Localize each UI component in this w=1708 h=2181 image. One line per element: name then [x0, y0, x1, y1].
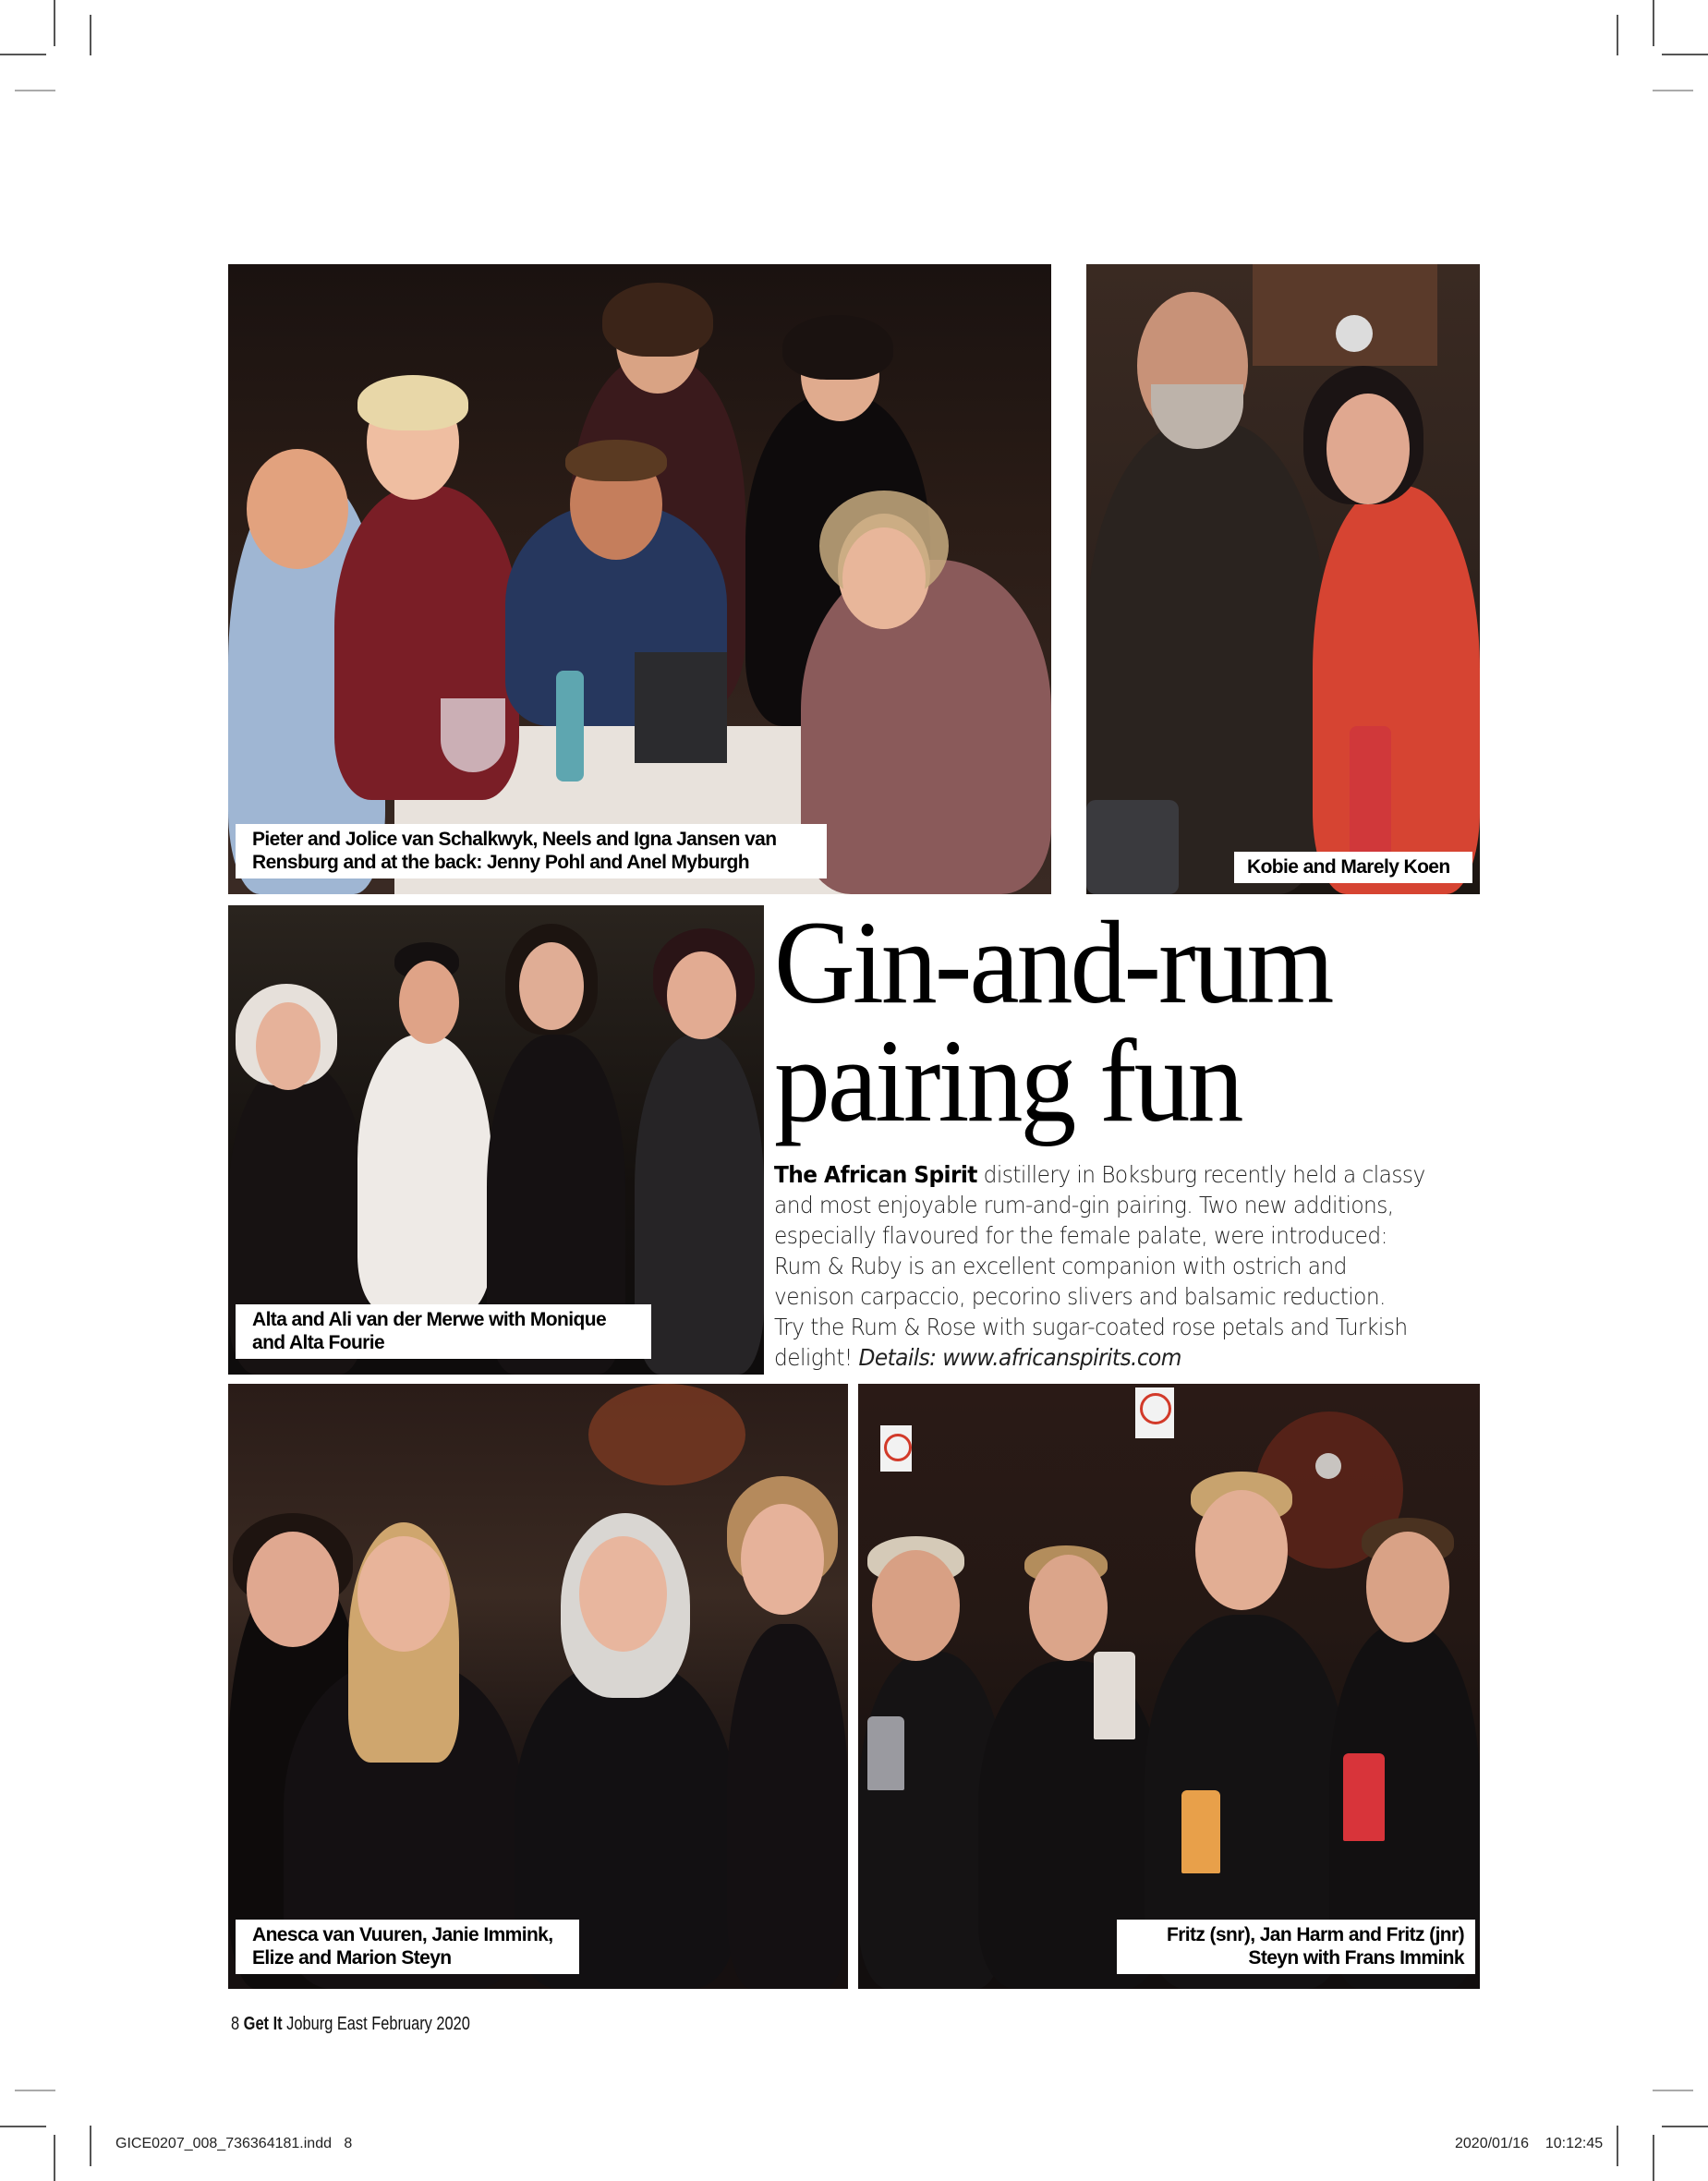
- photo-men-bottles: [858, 1384, 1480, 1989]
- body-line-text: delight!: [774, 1344, 859, 1371]
- copper-still: [588, 1384, 745, 1485]
- publication-name: Get It: [243, 2014, 283, 2034]
- crop-mark-bottom-left-hline: [0, 2126, 46, 2127]
- photo-caption: [236, 824, 827, 878]
- person-marion: [727, 1624, 848, 1989]
- crop-mark-top-right-v: [1653, 0, 1654, 46]
- caption-line: Pieter and Jolice van Schalkwyk, Neels and Igna Jansen van: [252, 829, 777, 850]
- crop-mark-top-right-bleed-h: [1653, 90, 1693, 91]
- person-ali: [357, 1035, 491, 1312]
- pressure-gauge: [1336, 315, 1373, 352]
- slug-date: 2020/01/16: [1455, 2136, 1530, 2151]
- face: [579, 1536, 667, 1652]
- article-body: [774, 1159, 1495, 1373]
- person-marely: [1313, 486, 1480, 894]
- caption-line: Anesca van Vuuren, Janie Immink,: [252, 1924, 553, 1945]
- body-line: venison carpaccio, pecorino slivers and balsamic reduction.: [774, 1283, 1386, 1310]
- caption-line: Kobie and Marely Koen: [1247, 856, 1450, 878]
- still-porthole: [1315, 1453, 1341, 1479]
- slug-file: [115, 2136, 352, 2152]
- liqueur-bottle: [1350, 726, 1391, 865]
- distillery-pipe: [1253, 264, 1437, 366]
- photo-women-distillery: [228, 1384, 848, 1989]
- slug-page: 8: [344, 2136, 353, 2151]
- crop-mark-bottom-left-bleed: [90, 2126, 91, 2166]
- slug-timestamp: [1455, 2136, 1603, 2152]
- caption-line: Rensburg and at the back: Jenny Pohl and Anel Myburgh: [252, 852, 749, 873]
- body-line-text: distillery in Boksburg recently held a classy: [976, 1161, 1425, 1188]
- hair: [357, 375, 468, 430]
- lead-venue-name: The African Spirit: [774, 1161, 977, 1188]
- face: [519, 942, 584, 1030]
- rum-bottle: [1094, 1652, 1135, 1739]
- slug-time: 10:12:45: [1544, 2136, 1604, 2151]
- body-line: Try the Rum & Rose with sugar-coated rose petals and Turkish: [774, 1314, 1408, 1340]
- menu-stand: [635, 652, 727, 763]
- person-alta-fourie: [635, 1035, 764, 1375]
- crop-mark-top-left-bleed-h: [15, 90, 55, 91]
- caption-line: Steyn with Frans Immink: [1248, 1947, 1464, 1969]
- rum-and-rose-bottle: [1181, 1790, 1220, 1873]
- photo-caption: [1117, 1920, 1475, 1974]
- photo-couple-koen: [1086, 264, 1480, 894]
- body-line: [774, 1342, 1459, 1373]
- face: [842, 527, 926, 629]
- rum-and-ruby-bottle: [1343, 1753, 1385, 1841]
- face: [247, 449, 348, 569]
- caption-line: Alta and Ali van der Merwe with Monique: [252, 1309, 607, 1330]
- face: [1326, 394, 1410, 504]
- photo-caption: [236, 1304, 651, 1359]
- face: [872, 1550, 960, 1661]
- body-line: [774, 1159, 1459, 1190]
- headline-line: pairing fun: [774, 1015, 1242, 1146]
- face: [247, 1532, 339, 1647]
- gin-bottle: [867, 1716, 904, 1790]
- face: [741, 1504, 824, 1615]
- crop-mark-bottom-right-v: [1653, 2135, 1654, 2181]
- photo-four-women: [228, 905, 764, 1375]
- photo-caption: [1234, 852, 1472, 883]
- no-phones-sign-circle: [1140, 1393, 1171, 1424]
- body-line: and most enjoyable rum-and-gin pairing. Two new additions,: [774, 1192, 1394, 1218]
- crop-mark-top-right-h: [1662, 54, 1708, 55]
- body-line: Rum & Ruby is an excellent companion with ostrich and: [774, 1253, 1347, 1279]
- crop-mark-top-left-h: [0, 54, 46, 55]
- crop-mark-bottom-left-h: [15, 2090, 55, 2091]
- body-line: especially flavoured for the female palate, were introduced:: [774, 1222, 1387, 1249]
- face: [1195, 1490, 1288, 1610]
- crop-mark-bottom-right-bleed: [1617, 2126, 1618, 2166]
- headline-line: Gin-and-rum: [774, 897, 1332, 1028]
- crop-mark-top-right-bleed: [1617, 15, 1618, 55]
- page-folio: [231, 2014, 470, 2035]
- person-igna: [801, 560, 1051, 894]
- edition-label: Joburg East February 2020: [286, 2014, 470, 2034]
- gin-glass: [441, 698, 505, 772]
- crop-mark-bottom-right-hline: [1662, 2126, 1708, 2127]
- no-walking-sign-circle: [884, 1434, 912, 1461]
- page-number: 8: [231, 2014, 240, 2034]
- crop-mark-bottom-left-v: [54, 2135, 55, 2181]
- hair: [602, 283, 713, 357]
- slug-filename: GICE0207_008_736364181.indd: [115, 2136, 332, 2151]
- hair: [565, 440, 667, 481]
- caption-line: and Alta Fourie: [252, 1332, 385, 1353]
- crop-mark-top-left-v: [54, 0, 55, 46]
- crop-mark-top-left-bleed: [90, 15, 91, 55]
- face: [357, 1536, 450, 1652]
- water-bottle: [556, 671, 584, 782]
- caption-line: Elize and Marion Steyn: [252, 1947, 452, 1969]
- jar: [1086, 800, 1179, 894]
- crop-mark-bottom-right-h: [1653, 2090, 1693, 2091]
- article-headline: [774, 897, 1459, 1146]
- face: [1366, 1532, 1449, 1642]
- photo-caption: [236, 1920, 579, 1974]
- details-link[interactable]: Details: www.africanspirits.com: [858, 1344, 1181, 1371]
- face: [1029, 1555, 1108, 1661]
- face: [256, 1002, 321, 1090]
- hair: [782, 315, 893, 380]
- caption-line: Fritz (snr), Jan Harm and Fritz (jnr): [1167, 1924, 1464, 1945]
- face: [399, 961, 459, 1044]
- face: [667, 951, 736, 1039]
- photo-group-table: [228, 264, 1051, 894]
